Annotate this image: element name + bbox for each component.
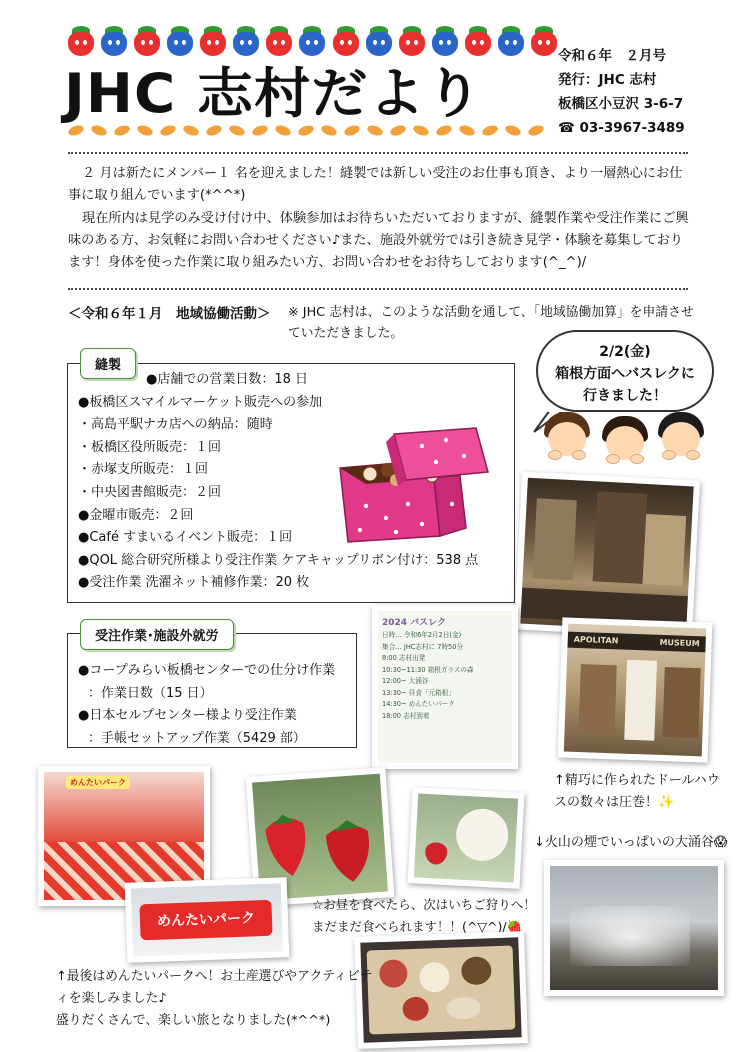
trip-date: 2/2(金) — [599, 344, 651, 360]
strawberry-caption: ☆お昼を食べたら、次はいちご狩りへ！まだまだ食べられます！！(^▽^)/🍓 — [312, 897, 536, 934]
bean-icon — [67, 123, 85, 137]
bean-icon — [504, 123, 522, 137]
list-item: ●日本セルプセンター様より受注作業 — [78, 708, 297, 724]
list-item: ：作業日数（15 日） — [88, 685, 213, 701]
intro-paragraph: ２ 月は新たにメンバー１ 名を迎えました！縫製では新しい受注のお仕事も頂き、より一層熱心にお仕事に取り組んでいます(*^^*) — [68, 166, 683, 204]
list-item: 14:30~ めんたいパーク — [382, 700, 455, 708]
photo-strawberry-mascot — [408, 787, 525, 889]
gift-box-illustration — [336, 426, 496, 546]
bean-icon — [366, 123, 384, 137]
bean-icon — [297, 123, 315, 137]
bean-icon — [527, 123, 545, 137]
bean-icon — [412, 123, 430, 137]
bean-icon — [159, 123, 177, 137]
children-illustration — [540, 408, 710, 472]
bean-icon — [228, 123, 246, 137]
mentai-park-sign: めんたいパーク — [139, 900, 272, 941]
list-item: ●QOL 総合研究所様より受注作業 ケアキャップリボン付け：538 点 — [78, 552, 479, 568]
activity-title: ＜令和６年１月 地域協働活動＞ — [68, 306, 271, 322]
outside-work-list — [78, 660, 354, 750]
bean-icon — [251, 123, 269, 137]
bean-icon — [274, 123, 292, 137]
issue-date: 令和６年 ２月号 — [558, 48, 666, 64]
dollhouse-caption: ↑精巧に作られたドールハウスの数々は圧巻！✨ — [554, 773, 720, 810]
strawberry-icon — [231, 24, 258, 58]
list-item: ：手帳セットアップ作業（5429 部） — [88, 730, 306, 746]
strawberry-icon — [99, 24, 126, 58]
child-icon — [544, 412, 590, 462]
bean-icon — [389, 123, 407, 137]
strawberry-icon — [364, 24, 391, 58]
strawberry-icon — [397, 24, 424, 58]
mentai-shop-sign: めんたいパーク — [66, 776, 130, 789]
divider-dots — [68, 152, 688, 154]
trip-bubble-line: 箱根方面へバスレクに — [555, 366, 695, 382]
publisher: 発行：JHC 志村 — [558, 72, 657, 88]
bean-icon — [205, 123, 223, 137]
list-item: ●板橋区スマイルマーケット販売への参加 — [78, 394, 323, 410]
list-item: ●受注作業 洗濯ネット補修作業：20 枚 — [78, 575, 310, 591]
photo-trip-schedule — [372, 605, 518, 769]
outside-work-tag: 受注作業･施設外就労 — [80, 619, 234, 650]
list-item: ●コープみらい板橋センターでの仕分け作業 — [78, 663, 336, 678]
bean-icon — [343, 123, 361, 137]
strawberry-icon — [165, 24, 192, 58]
header-info — [558, 44, 685, 140]
final-caption-line: ↑最後はめんたいパークへ！お土産選びやアクティビティを楽しみました♪ — [56, 969, 373, 1006]
list-item: 日時… 令和6年2月2日(金) — [382, 631, 462, 639]
bean-border — [68, 122, 558, 138]
photo-lunch — [354, 931, 528, 1049]
museum-sign-left: APOLITAN — [573, 634, 619, 646]
intro-paragraph: 現在所内は見学のみ受け付け中、体験参加はお待ちいただいておりますが、縫製作業や受注作業にご興味のある方、お気軽にお問い合わせください♪また、施設外就労では引き続き見学・体験を募集しております！身体を使った作業に取り組みたい方、お問い合わせをお待ちしております(^_^)/ — [68, 210, 689, 271]
schedule-title: 2024 バスレク — [382, 618, 447, 628]
bean-icon — [90, 123, 108, 137]
intro-text — [68, 163, 693, 274]
strawberry-icon — [331, 24, 358, 58]
strawberry-icon — [297, 24, 324, 58]
bean-icon — [458, 123, 476, 137]
photo-glass-museum — [514, 471, 700, 638]
strawberry-icon — [66, 24, 93, 58]
schedule-lines — [382, 630, 508, 722]
trip-speech-bubble — [536, 330, 714, 412]
list-item: 集合… JHC志村に 7時50分 — [382, 642, 464, 651]
list-item: 18:00 志村到着 — [382, 711, 430, 720]
list-item: 8:00 志村出発 — [382, 654, 426, 662]
owakudani-caption: ↓火山の煙でいっぱいの大涌谷😱 — [534, 835, 728, 850]
list-item: 12:00~ 大涌谷 — [382, 677, 429, 685]
bean-icon — [481, 123, 499, 137]
list-item: 10:30~11:30 箱根ガラスの森 — [382, 665, 474, 674]
phone-number: ☎ 03-3967-3489 — [558, 120, 685, 136]
list-item: 13:30~ 昼食「元箱根」 — [382, 688, 455, 697]
final-caption — [56, 966, 376, 1032]
list-item: ・中央図書館販売：２回 — [78, 484, 222, 500]
divider-dots — [68, 288, 688, 290]
strawberry-icon — [132, 24, 159, 58]
list-item: ・赤塚支所販売：１回 — [78, 462, 209, 478]
strawberry-icon — [496, 24, 523, 58]
newsletter-title: JHC 志村だより — [64, 62, 483, 125]
activity-note: ※ JHC 志村は、このような活動を通して、「地域協働加算」を申請させていただきました。 — [288, 305, 694, 341]
photo-mentai-sign — [125, 877, 290, 963]
strawberry-icon — [463, 24, 490, 58]
bean-icon — [182, 123, 200, 137]
list-item: ●金曜市販売：２回 — [78, 507, 194, 523]
strawberry-border — [66, 24, 556, 62]
list-item: ・高島平駅ナカ店への納品：随時 — [78, 417, 273, 433]
photo-owakudani — [544, 860, 724, 996]
bean-icon — [113, 123, 131, 137]
bean-icon — [136, 123, 154, 137]
address: 板橋区小豆沢 3-6-7 — [558, 96, 684, 112]
child-icon — [602, 416, 648, 466]
sewing-tag: 縫製 — [80, 348, 136, 379]
list-item: ●店舗での営業日数：18 日 — [146, 372, 309, 387]
strawberry-icon — [430, 24, 457, 58]
list-item: ●Café すまいるイベント販売：１回 — [78, 530, 293, 546]
strawberry-icon — [198, 24, 225, 58]
museum-sign-right: MUSEUM — [659, 637, 700, 649]
strawberry-icon — [264, 24, 291, 58]
trip-bubble-line: 行きました！ — [583, 388, 667, 404]
final-caption-line: 盛りだくさんで、楽しい旅となりました(*^^*) — [56, 1013, 331, 1028]
child-icon — [658, 412, 704, 462]
bean-icon — [320, 123, 338, 137]
photo-dollhouse-museum — [558, 617, 713, 762]
list-item: ・板橋区役所販売：１回 — [78, 439, 222, 455]
strawberry-icon — [529, 24, 556, 58]
bean-icon — [435, 123, 453, 137]
